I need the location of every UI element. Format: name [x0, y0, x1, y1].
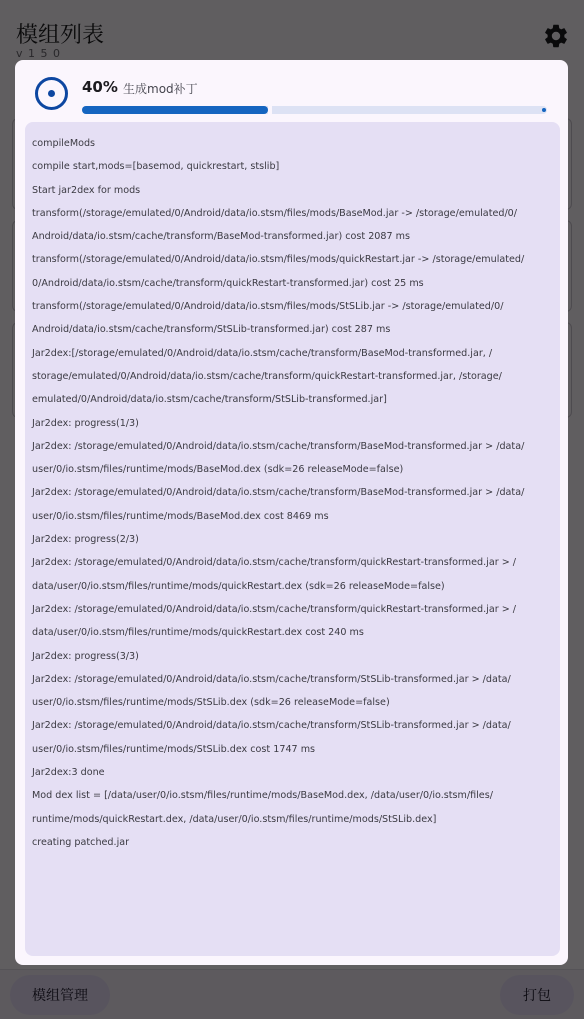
status-dot: [48, 90, 55, 97]
log-line: compileMods: [32, 138, 96, 149]
log-line: Jar2dex: /storage/emulated/0/Android/data/io.stsm/cache/transform/BaseMod-transformed.jar > /data/: [32, 440, 525, 452]
log-line: Jar2dex:3 done: [32, 767, 105, 779]
progress-gap: [268, 106, 272, 114]
log-line: runtime/mods/quickRestart.dex, /data/user/0/io.stsm/files/runtime/mods/StSLib.dex]: [32, 813, 437, 825]
progress-percent: 40%: [82, 78, 118, 96]
progress-bar: [82, 106, 547, 114]
log-line: Jar2dex: /storage/emulated/0/Android/data/io.stsm/cache/transform/quickRestart-transformed.jar > /: [32, 557, 517, 569]
log-line: user/0/io.stsm/files/runtime/mods/StSLib.dex cost 1747 ms: [32, 743, 316, 755]
log-line: Jar2dex: /storage/emulated/0/Android/data/io.stsm/cache/transform/BaseMod-transformed.jar > /data/: [32, 487, 525, 499]
log-line: data/user/0/io.stsm/files/runtime/mods/quickRestart.dex (sdk=26 releaseMode=false): [32, 580, 445, 592]
progress-task-label: 生成mod补丁: [123, 82, 198, 96]
log-line: transform(/storage/emulated/0/Android/data/io.stsm/files/mods/BaseMod.jar -> /storage/emulated/0/: [32, 207, 518, 219]
log-line: emulated/0/Android/data/io.stsm/cache/transform/StSLib-transformed.jar]: [32, 394, 387, 406]
log-line: creating patched.jar: [32, 836, 130, 848]
progress-status-icon: [35, 77, 68, 110]
log-line: Mod dex list = [/data/user/0/io.stsm/files/runtime/mods/BaseMod.dex, /data/user/0/io.stsm/files/: [32, 790, 493, 802]
log-line: Jar2dex: progress(1/3): [32, 417, 139, 429]
log-line: Jar2dex: /storage/emulated/0/Android/data/io.stsm/cache/transform/StSLib-transformed.jar > /data/: [32, 673, 511, 685]
log-line: user/0/io.stsm/files/runtime/mods/StSLib.dex (sdk=26 releaseMode=false): [32, 697, 390, 709]
log-line: transform(/storage/emulated/0/Android/data/io.stsm/files/mods/quickRestart.jar -> /storage/emulated/: [32, 254, 525, 266]
log-line: Start jar2dex for mods: [32, 184, 141, 196]
log-line: Jar2dex: progress(3/3): [32, 650, 139, 662]
log-output[interactable]: [25, 122, 560, 956]
log-line: Android/data/io.stsm/cache/transform/BaseMod-transformed.jar) cost 2087 ms: [32, 231, 411, 243]
log-line: 0/Android/data/io.stsm/cache/transform/quickRestart-transformed.jar) cost 25 ms: [32, 277, 424, 289]
log-line: Jar2dex: progress(2/3): [32, 534, 139, 546]
log-line: user/0/io.stsm/files/runtime/mods/BaseMod.dex (sdk=26 releaseMode=false): [32, 464, 404, 476]
log-line: Jar2dex:[/storage/emulated/0/Android/data/io.stsm/cache/transform/BaseMod-transformed.jar, /: [32, 347, 493, 359]
log-line: user/0/io.stsm/files/runtime/mods/BaseMod.dex cost 8469 ms: [32, 510, 329, 522]
log-line: Android/data/io.stsm/cache/transform/StSLib-transformed.jar) cost 287 ms: [32, 324, 391, 336]
log-line: data/user/0/io.stsm/files/runtime/mods/quickRestart.dex cost 240 ms: [32, 627, 364, 639]
progress-end-dot: [542, 108, 546, 112]
log-line: Jar2dex: /storage/emulated/0/Android/data/io.stsm/cache/transform/StSLib-transformed.jar > /data/: [32, 720, 511, 732]
log-line: Jar2dex: /storage/emulated/0/Android/data/io.stsm/cache/transform/quickRestart-transformed.jar > /: [32, 603, 517, 615]
log-line: transform(/storage/emulated/0/Android/data/io.stsm/files/mods/StSLib.jar -> /storage/emulated/0/: [32, 301, 504, 313]
progress-fill: [82, 106, 268, 114]
log-line: compile start,mods=[basemod, quickrestart, stslib]: [32, 161, 280, 173]
log-line: storage/emulated/0/Android/data/io.stsm/cache/transform/quickRestart-transformed.jar, /storage/: [32, 370, 502, 382]
patch-progress-dialog: [15, 60, 568, 965]
